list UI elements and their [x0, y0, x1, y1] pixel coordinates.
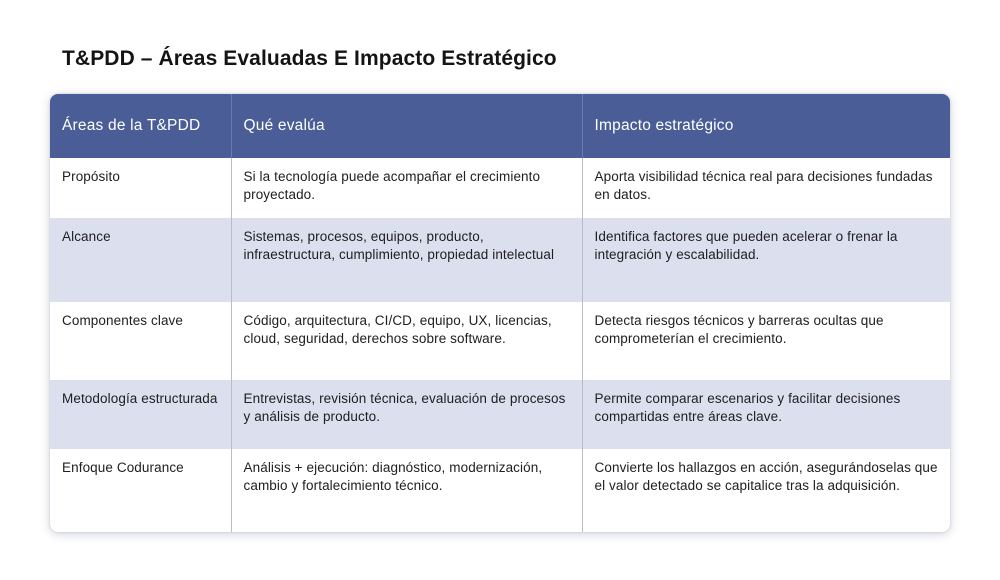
area-cell: Componentes clave	[62, 313, 184, 328]
evaluates-cell: Sistemas, procesos, equipos, producto, infraestructura, cumplimiento, propiedad intelectual	[231, 218, 582, 302]
header-que-evalua: Qué evalúa	[231, 94, 582, 158]
table-row	[50, 218, 950, 302]
evaluates-cell: Análisis + ejecución: diagnóstico, modernización, cambio y fortalecimiento técnico.	[231, 449, 582, 532]
table-row	[50, 380, 950, 449]
header-impacto: Impacto estratégico	[582, 94, 950, 158]
evaluation-table	[50, 94, 950, 532]
table-row	[50, 449, 950, 532]
impact-cell: Permite comparar escenarios y facilitar decisiones compartidas entre áreas clave.	[582, 380, 950, 449]
table-row	[50, 302, 950, 380]
evaluates-cell: Si la tecnología puede acompañar el crecimiento proyectado.	[231, 158, 582, 218]
area-cell: Alcance	[62, 229, 111, 244]
evaluation-table-card	[50, 94, 950, 532]
area-cell: Propósito	[62, 169, 120, 184]
table-row	[50, 158, 950, 218]
area-cell: Metodología estructurada	[62, 391, 218, 406]
impact-cell: Identifica factores que pueden acelerar o frenar la integración y escalabilidad.	[582, 218, 950, 302]
header-areas: Áreas de la T&PDD	[62, 117, 201, 134]
area-cell: Enfoque Codurance	[62, 460, 184, 475]
evaluates-cell: Código, arquitectura, CI/CD, equipo, UX, licencias, cloud, seguridad, derechos sobre software.	[231, 302, 582, 380]
impact-cell: Aporta visibilidad técnica real para decisiones fundadas en datos.	[582, 158, 950, 218]
impact-cell: Convierte los hallazgos en acción, asegurándoselas que el valor detectado se capitalice tras la adquisición.	[582, 449, 950, 532]
page-title: T&PDD – Áreas Evaluadas E Impacto Estratégico	[62, 47, 557, 70]
evaluates-cell: Entrevistas, revisión técnica, evaluación de procesos y análisis de producto.	[231, 380, 582, 449]
table-header-row	[50, 94, 950, 158]
impact-cell: Detecta riesgos técnicos y barreras ocultas que comprometerían el crecimiento.	[582, 302, 950, 380]
